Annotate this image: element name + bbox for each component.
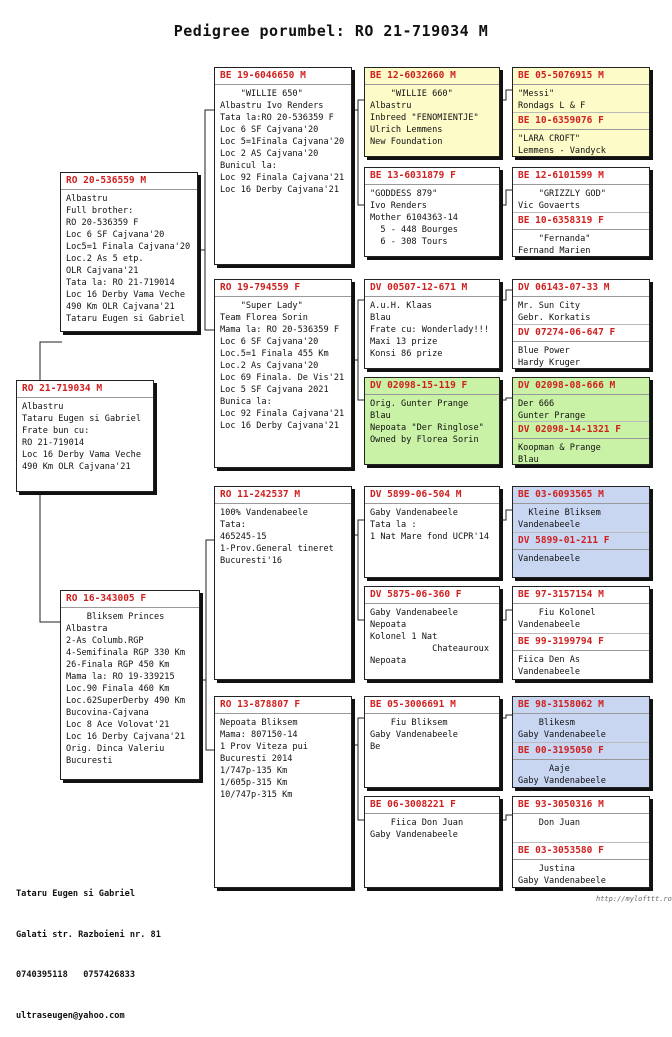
- ring-number: DV 5875-06-360 F: [365, 587, 499, 604]
- ggg-pair-card: [512, 67, 650, 157]
- pigeon-info-line: Loc 92 Finala Cajvana'21: [220, 173, 345, 183]
- page-title: Pedigree porumbel: RO 21-719034 M: [173, 22, 489, 40]
- ring-number: BE 13-6031879 F: [365, 168, 499, 185]
- pigeon-info-line: Albastru Ivo Renders: [220, 101, 324, 111]
- pigeon-info-line: Nepoata: [370, 620, 407, 630]
- ring-number: DV 02098-14-1321 F: [513, 422, 649, 439]
- pigeon-info-line: Chateauroux: [370, 644, 489, 654]
- ring-number: BE 93-3050316 M: [513, 797, 649, 814]
- pigeon-info-line: "Messi": [518, 89, 555, 99]
- pigeon-info-line: Nepoata: [370, 656, 407, 666]
- ring-number: BE 10-6358319 F: [513, 213, 649, 230]
- pigeon-info-line: RO 21-719014: [22, 438, 85, 448]
- pigeon-info-line: Fernand Marien: [518, 246, 591, 256]
- connector-ggp6-g: [500, 610, 512, 620]
- pigeon-info-line: Fiu Bliksem: [370, 718, 448, 728]
- great-great-grandparent-entry[interactable]: [513, 168, 649, 212]
- grandparent-card[interactable]: [214, 696, 352, 888]
- pigeon-info-line: 5 - 448 Bourges: [370, 225, 458, 235]
- ring-number: DV 5899-06-504 M: [365, 487, 499, 504]
- pigeon-info-line: Loc 16 Derby Vama Veche: [22, 450, 141, 460]
- great-great-grandparent-entry[interactable]: [513, 532, 649, 577]
- ring-number: RO 20-536559 M: [61, 173, 197, 190]
- great-great-grandparent-entry[interactable]: [513, 797, 649, 842]
- ring-number: BE 12-6032660 M: [365, 68, 499, 85]
- connector-gp1-ggp1: [352, 100, 364, 110]
- pigeon-info-line: Nepoata "Der Ringlose": [370, 423, 484, 433]
- ring-number: DV 00507-12-671 M: [365, 280, 499, 297]
- pigeon-info-line: Mr. Sun City: [518, 301, 581, 311]
- pigeon-info-line: Loc 8 Ace Volovat'21: [66, 720, 170, 730]
- connector-subject-dam: [40, 492, 62, 622]
- pigeon-info-line: Loc 16 Derby Cajvana'21: [220, 185, 339, 195]
- pigeon-info-line: Vandenabeele: [518, 620, 581, 630]
- pigeon-info-line: Fiica Don Juan: [370, 818, 464, 828]
- ring-number: RO 16-343005 F: [61, 591, 199, 608]
- pigeon-info-line: Justina: [518, 864, 575, 874]
- pigeon-info-line: New Foundation: [370, 137, 443, 147]
- pigeon-info-line: OLR Cajvana'21: [66, 266, 139, 276]
- pigeon-info-line: Gaby Vandenabeele: [370, 830, 458, 840]
- connector-ggp3-g: [500, 290, 512, 300]
- great-great-grandparent-entry[interactable]: [513, 68, 649, 112]
- pigeon-info-line: Loc5=1 Finala Cajvana'20: [66, 242, 191, 252]
- ring-number: RO 21-719034 M: [17, 381, 153, 398]
- subject-card[interactable]: [16, 380, 154, 492]
- pigeon-info-line: Be: [370, 742, 381, 752]
- pigeon-info-line: Gebr. Korkatis: [518, 313, 591, 323]
- pigeon-info-line: Der 666: [518, 399, 555, 409]
- pigeon-info-line: "Super Lady": [220, 301, 303, 311]
- great-grandparent-card[interactable]: [364, 67, 500, 157]
- pigeon-info-line: Loc 16 Derby Cajvana'21: [66, 732, 185, 742]
- pigeon-info-line: Orig. Gunter Prange: [370, 399, 469, 409]
- pigeon-info-line: Tata:: [220, 520, 246, 530]
- great-great-grandparent-entry[interactable]: [513, 421, 649, 464]
- pigeon-info-line: 490 Km OLR Cajvana'21: [22, 462, 131, 472]
- footer-line: Galati str. Razboieni nr. 81: [16, 929, 161, 940]
- ring-number: BE 06-3008221 F: [365, 797, 499, 814]
- pigeon-info-line: Mother 6104363-14: [370, 213, 458, 223]
- pigeon-info-line: Tata la :: [370, 520, 417, 530]
- pigeon-info-line: 465245-15: [220, 532, 267, 542]
- pigeon-info-line: Loc 5 SF Cajvana 2021: [220, 385, 329, 395]
- ring-number: BE 97-3157154 M: [513, 587, 649, 604]
- pigeon-info-line: 1/605p-315 Km: [220, 778, 288, 788]
- great-grandparent-card[interactable]: [364, 486, 500, 578]
- pigeon-info-line: Gunter Prange: [518, 411, 586, 421]
- connector-ggp1-g: [500, 90, 512, 100]
- connector-dam-gp3: [200, 540, 214, 680]
- pigeon-info-line: Gaby Vandenabeele: [518, 876, 606, 886]
- pigeon-info-line: Ivo Renders: [370, 201, 427, 211]
- ggg-pair-card: [512, 486, 650, 578]
- ring-number: DV 06143-07-33 M: [513, 280, 649, 297]
- ring-number: BE 03-6093565 M: [513, 487, 649, 504]
- pigeon-info-line: Loc 6 SF Cajvana'20: [220, 125, 319, 135]
- great-grandparent-card[interactable]: [364, 696, 500, 788]
- pigeon-info-line: Bucuresti'16: [220, 556, 283, 566]
- pigeon-info-line: "GODDESS 879": [370, 189, 438, 199]
- great-grandparent-card[interactable]: [364, 167, 500, 257]
- pigeon-info-line: RO 20-536359 F: [66, 218, 139, 228]
- pigeon-info-line: Rondags L & F: [518, 101, 586, 111]
- great-great-grandparent-entry[interactable]: [513, 324, 649, 368]
- pigeon-info-line: Bucovina-Cajvana: [66, 708, 149, 718]
- pigeon-info-line: Loc 92 Finala Cajvana'21: [220, 409, 345, 419]
- connector-ggp8-g: [500, 815, 512, 820]
- pigeon-info-line: Loc 6 SF Cajvana'20: [66, 230, 165, 240]
- pigeon-info-line: 100% Vandenabeele: [220, 508, 308, 518]
- great-great-grandparent-entry[interactable]: [513, 212, 649, 256]
- pigeon-info-line: Loc.2 As 5 etp.: [66, 254, 144, 264]
- connector-sire-gp2: [205, 250, 214, 330]
- pigeon-info-line: Blue Power: [518, 346, 570, 356]
- pigeon-info-line: Tata la: RO 21-719014: [66, 278, 175, 288]
- ring-number: BE 05-5076915 M: [513, 68, 649, 85]
- pigeon-info-line: Loc 2 AS Cajvana'20: [220, 149, 319, 159]
- pigeon-info-line: Blau: [518, 455, 539, 465]
- connector-subject-sire: [40, 342, 62, 380]
- pigeon-info-line: Loc 69 Finala. De Vis'21: [220, 373, 345, 383]
- connector-ggp5-g: [500, 510, 512, 520]
- pigeon-info-line: Frate bun cu:: [22, 426, 90, 436]
- pigeon-info-line: Gaby Vandenabeele: [518, 776, 606, 786]
- pigeon-info-line: Vic Govaerts: [518, 201, 581, 211]
- signature-url: http://mylofttt.ro: [596, 895, 672, 903]
- pigeon-info-line: Full brother:: [66, 206, 134, 216]
- pigeon-info-line: Albastru: [370, 101, 412, 111]
- ring-number: DV 5899-01-211 F: [513, 533, 649, 550]
- great-great-grandparent-entry[interactable]: [513, 487, 649, 532]
- footer-line: Tataru Eugen si Gabriel: [16, 889, 135, 899]
- pigeon-info-line: Albastru: [22, 402, 64, 412]
- pigeon-info-line: Gaby Vandenabeele: [370, 508, 458, 518]
- pigeon-info-line: Loc.90 Finala 460 Km: [66, 684, 170, 694]
- pigeon-info-line: Vandenabeele: [518, 554, 581, 564]
- pigeon-info-line: Albastra: [66, 624, 108, 634]
- pigeon-info-line: Kolonel 1 Nat: [370, 632, 438, 642]
- ring-number: BE 10-6359076 F: [513, 113, 649, 130]
- pigeon-info-line: Inbreed "FENOMIENTJE": [370, 113, 479, 123]
- connector-gp2-ggp3: [352, 300, 364, 360]
- pigeon-info-line: Frate cu: Wonderlady!!!: [370, 325, 489, 335]
- pigeon-info-line: Mama la: RO 19-339215: [66, 672, 175, 682]
- ring-number: DV 07274-06-647 F: [513, 325, 649, 342]
- pigeon-info-line: "WILLIE 650": [220, 89, 303, 99]
- pigeon-info-line: 490 Km OLR Cajvana'21: [66, 302, 175, 312]
- ggg-pair-card: [512, 167, 650, 257]
- pigeon-info-line: Loc.5=1 Finala 455 Km: [220, 349, 329, 359]
- pigeon-info-line: Bliksem Princes: [66, 612, 165, 622]
- ring-number: RO 13-878807 F: [215, 697, 351, 714]
- pigeon-info-line: 1 Prov Viteza pui: [220, 742, 308, 752]
- pigeon-info-line: Blau: [370, 411, 391, 421]
- ring-number: BE 19-6046650 M: [215, 68, 351, 85]
- great-grandparent-card[interactable]: [364, 279, 500, 369]
- pigeon-info-line: 1-Prov.General tineret: [220, 544, 334, 554]
- great-great-grandparent-entry[interactable]: [513, 112, 649, 156]
- footer-email-link[interactable]: ultraseugen@yahoo.com: [16, 1010, 125, 1021]
- great-grandparent-card[interactable]: [364, 586, 500, 680]
- ggg-pair-card: [512, 586, 650, 680]
- connector-dam-gp4: [206, 680, 214, 750]
- ring-number: RO 19-794559 F: [215, 280, 351, 297]
- ggg-pair-card: [512, 377, 650, 465]
- great-great-grandparent-entry[interactable]: [513, 280, 649, 324]
- ring-number: BE 99-3199794 F: [513, 634, 649, 651]
- grandparent-card[interactable]: [214, 279, 352, 468]
- pigeon-info-line: 2-As Columb.RGP: [66, 636, 144, 646]
- great-great-grandparent-entry[interactable]: [513, 633, 649, 679]
- pigeon-info-line: Loc 16 Derby Vama Veche: [66, 290, 185, 300]
- pigeon-info-line: Blikesm: [518, 718, 575, 728]
- pigeon-info-line: 6 - 308 Tours: [370, 237, 448, 247]
- pigeon-info-line: Aaje: [518, 764, 570, 774]
- connector-ggp4-g: [500, 398, 512, 400]
- ring-number: BE 03-3053580 F: [513, 843, 649, 860]
- ring-number: DV 02098-08-666 M: [513, 378, 649, 395]
- pigeon-info-line: Koopman & Prange: [518, 443, 601, 453]
- ring-number: BE 98-3158062 M: [513, 697, 649, 714]
- pigeon-info-line: Bunica la:: [220, 397, 272, 407]
- pigeon-info-line: Kleine Bliksem: [518, 508, 601, 518]
- pigeon-info-line: Vandenabeele: [518, 667, 581, 677]
- pigeon-info-line: Tata la:RO 20-536359 F: [220, 113, 334, 123]
- great-great-grandparent-entry[interactable]: [513, 587, 649, 633]
- pigeon-info-line: 10/747p-315 Km: [220, 790, 293, 800]
- pigeon-info-line: Ulrich Lemmens: [370, 125, 443, 135]
- ring-number: DV 02098-15-119 F: [365, 378, 499, 395]
- ggg-pair-card: [512, 279, 650, 369]
- pigeon-info-line: 26-Finala RGP 450 Km: [66, 660, 170, 670]
- sire-card[interactable]: [60, 172, 198, 332]
- pigeon-info-line: Tataru Eugen si Gabriel: [22, 414, 141, 424]
- pigeon-info-line: Nepoata Bliksem: [220, 718, 298, 728]
- pigeon-info-line: Gaby Vandenabeele: [518, 730, 606, 740]
- pigeon-info-line: Mama: 807150-14: [220, 730, 298, 740]
- pigeon-info-line: Maxi 13 prize: [370, 337, 438, 347]
- pigeon-info-line: Loc 5=1Finala Cajvana'20: [220, 137, 345, 147]
- pigeon-info-line: Don Juan: [518, 818, 581, 828]
- ring-number: RO 11-242537 M: [215, 487, 351, 504]
- ring-number: BE 00-3195050 F: [513, 743, 649, 760]
- pigeon-info-line: Vandenabeele: [518, 520, 581, 530]
- pigeon-info-line: "GRIZZLY GOD": [518, 189, 606, 199]
- pigeon-info-line: Lemmens - Vandyck: [518, 146, 606, 156]
- ggg-pair-card: [512, 796, 650, 888]
- pigeon-info-line: Fiu Kolonel: [518, 608, 596, 618]
- connector-gp3-ggp5: [352, 520, 364, 535]
- ring-number: BE 05-3006691 M: [365, 697, 499, 714]
- connector-ggp2-g: [500, 190, 512, 205]
- great-great-grandparent-entry[interactable]: [513, 378, 649, 421]
- pigeon-info-line: "LARA CROFT": [518, 134, 581, 144]
- pigeon-info-line: 1 Nat Mare fond UCPR'14: [370, 532, 489, 542]
- pigeon-info-line: Orig. Dinca Valeriu: [66, 744, 165, 754]
- pigeon-info-line: Bucuresti 2014: [220, 754, 293, 764]
- connector-gp4-ggp7: [352, 718, 364, 745]
- breeder-contact: [16, 861, 161, 1037]
- pigeon-info-line: Loc.62SuperDerby 490 Km: [66, 696, 185, 706]
- connector-sire-gp1: [198, 110, 214, 250]
- pigeon-info-line: Owned by Florea Sorin: [370, 435, 479, 445]
- footer-line: 0740395118 0757426833: [16, 970, 135, 980]
- pigeon-info-line: 1/747p-135 Km: [220, 766, 288, 776]
- pigeon-info-line: Loc 16 Derby Cajvana'21: [220, 421, 339, 431]
- great-great-grandparent-entry[interactable]: [513, 742, 649, 787]
- dam-card[interactable]: [60, 590, 200, 780]
- pigeon-info-line: Blau: [370, 313, 391, 323]
- connector-ggp7-g: [500, 715, 512, 718]
- pigeon-info-line: A.u.H. Klaas: [370, 301, 433, 311]
- pigeon-info-line: "WILLIE 660": [370, 89, 453, 99]
- ring-number: BE 12-6101599 M: [513, 168, 649, 185]
- pigeon-info-line: Loc 6 SF Cajvana'20: [220, 337, 319, 347]
- pigeon-info-line: "Fernanda": [518, 234, 591, 244]
- pigeon-info-line: Tataru Eugen si Gabriel: [66, 314, 185, 324]
- pigeon-info-line: Konsi 86 prize: [370, 349, 443, 359]
- pigeon-info-line: Loc.2 As Cajvana'20: [220, 361, 319, 371]
- pigeon-info-line: Mama la: RO 20-536359 F: [220, 325, 339, 335]
- pigeon-info-line: Bucuresti: [66, 756, 113, 766]
- grandparent-card[interactable]: [214, 486, 352, 680]
- pigeon-info-line: Team Florea Sorin: [220, 313, 308, 323]
- pigeon-info-line: Gaby Vandenabeele: [370, 608, 458, 618]
- grandparent-card[interactable]: [214, 67, 352, 265]
- great-great-grandparent-entry[interactable]: [513, 697, 649, 742]
- great-great-grandparent-entry[interactable]: [513, 842, 649, 887]
- great-grandparent-card[interactable]: [364, 796, 500, 888]
- pigeon-info-line: 4-Semifinala RGP 330 Km: [66, 648, 185, 658]
- pigeon-info-line: Fiica Den As: [518, 655, 581, 665]
- ggg-pair-card: [512, 696, 650, 788]
- pigeon-info-line: Bunicul la:: [220, 161, 277, 171]
- pigeon-info-line: Hardy Kruger: [518, 358, 581, 368]
- pigeon-info-line: Gaby Vandenabeele: [370, 730, 458, 740]
- pigeon-info-line: Albastru: [66, 194, 108, 204]
- great-grandparent-card[interactable]: [364, 377, 500, 465]
